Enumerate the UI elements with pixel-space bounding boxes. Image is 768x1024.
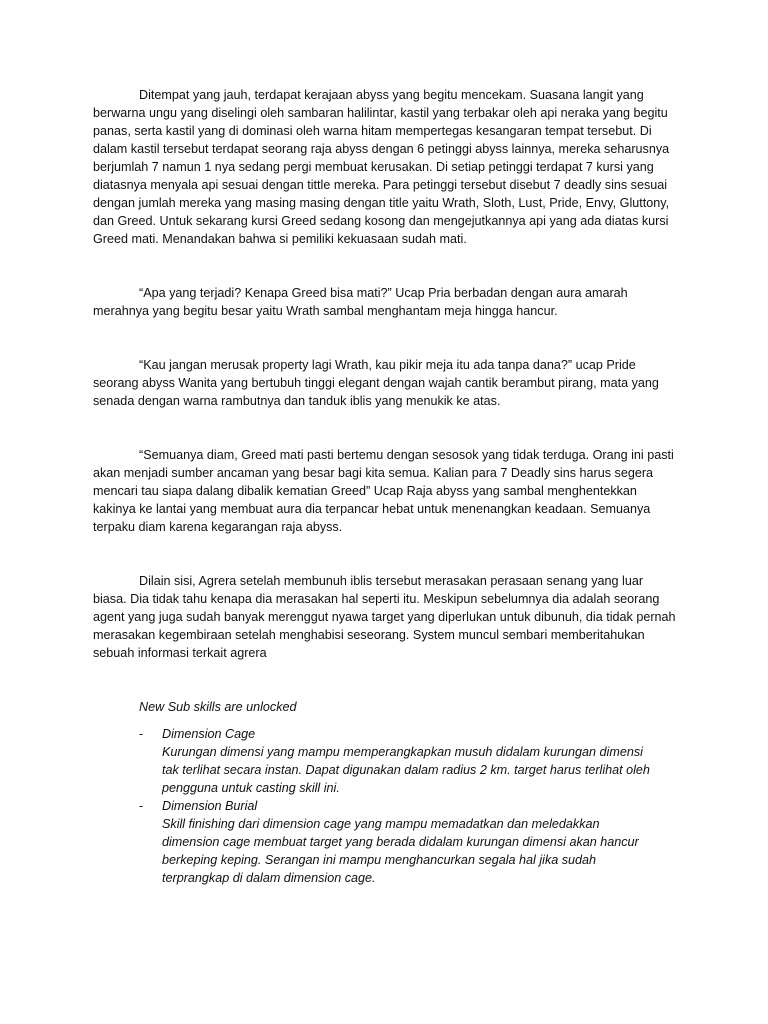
paragraph-agrera: Dilain sisi, Agrera setelah membunuh iblis tersebut merasakan perasaan senang yang luar biasa. Dia tidak tahu kenapa dia merasakan hal seperti itu. Meskipun sebelumnya dia adalah seorang agent yang juga sudah banyak merenggut nyawa target yang diperlukan untuk dibunuh, dia tidak pernah merasakan kegembiraan setelah menghabisi seseorang. System muncul sembari memberitahukan sebuah informasi terkait agrera [93,574,676,660]
paragraph-pride-dialogue: “Kau jangan merusak property lagi Wrath, kau pikir meja itu ada tanpa dana?” ucap Pride seorang abyss Wanita yang bertubuh tinggi elegant dengan wajah cantik berambut pirang, mata yang senada dengan warna rambutnya dan tanduk iblis yang menukik ke atas. [93,358,659,408]
skill-description: Kurungan dimensi yang mampu memperangkapkan musuh didalam kurungan dimensi tak terlihat secara instan. Dapat digunakan dalam radius 2 km. target harus terlihat oleh pengguna untuk casting skill ini. [162,745,650,795]
document-page [93,86,678,887]
list-dash: - [139,727,144,741]
paragraph-wrath-dialogue: “Apa yang terjadi? Kenapa Greed bisa mati?” Ucap Pria berbadan dengan aura amarah merahnya yang begitu besar yaitu Wrath sambal menghantam meja hingga hancur. [93,286,628,318]
paragraph-abyss-kingdom: Ditempat yang jauh, terdapat kerajaan abyss yang begitu mencekam. Suasana langit yang berwarna ungu yang diselingi oleh sambaran halilintar, kastil yang terbakar oleh api neraka yang begitu panas, serta kastil yang di dominasi oleh warna hitam mempertegas kesangaran tempat tersebut. Di dalam kastil tersebut terdapat seorang raja abyss dengan 6 petinggi abyss lainnya, mereka seharusnya berjumlah 7 namun 1 nya sedang pergi membuat kerusakan. Di setiap petinggi terdapat 7 kursi yang diatasnya menyala api sesuai dengan tittle mereka. Para petinggi tersebut disebut 7 deadly sins sesuai dengan jumlah mereka yang masing masing dengan title yaitu Wrath, Sloth, Lust, Pride, Envy, Gluttony, dan Greed. Untuk sekarang kursi Greed sedang kosong dan mengejutkannya api yang ada diatas kursi Greed mati. Menandakan bahwa si pemiliki kekuasaan sudah mati. [93,88,670,246]
list-item [139,725,678,797]
paragraph-abyss-king-dialogue: “Semuanya diam, Greed mati pasti bertemu dengan sesosok yang tidak terduga. Orang ini pasti akan menjadi sumber ancaman yang besar bagi kita semua. Kalian para 7 Deadly sins harus segera mencari tau siapa dalang dibalik kematian Greed” Ucap Raja abyss yang sambal menghentekkan kakinya ke lantai yang membuat aura dia terpancar hebat untuk menenangkan keadaan. Semuanya terpaku diam karena kegarangan raja abyss. [93,448,674,534]
unlock-heading: New Sub skills are unlocked [139,700,297,714]
list-dash: - [139,799,144,813]
skill-name: Dimension Burial [162,799,258,813]
skill-name: Dimension Cage [162,727,256,741]
list-item [139,797,678,887]
skill-description: Skill finishing dari dimension cage yang mampu memadatkan dan meledakkan dimension cage membuat target yang berada didalam kurungan dimensi akan hancur berkeping keping. Serangan ini mampu menghancurkan segala hal jika sudah terprangkap di dalam dimension cage. [162,817,639,885]
skill-list [139,725,678,887]
